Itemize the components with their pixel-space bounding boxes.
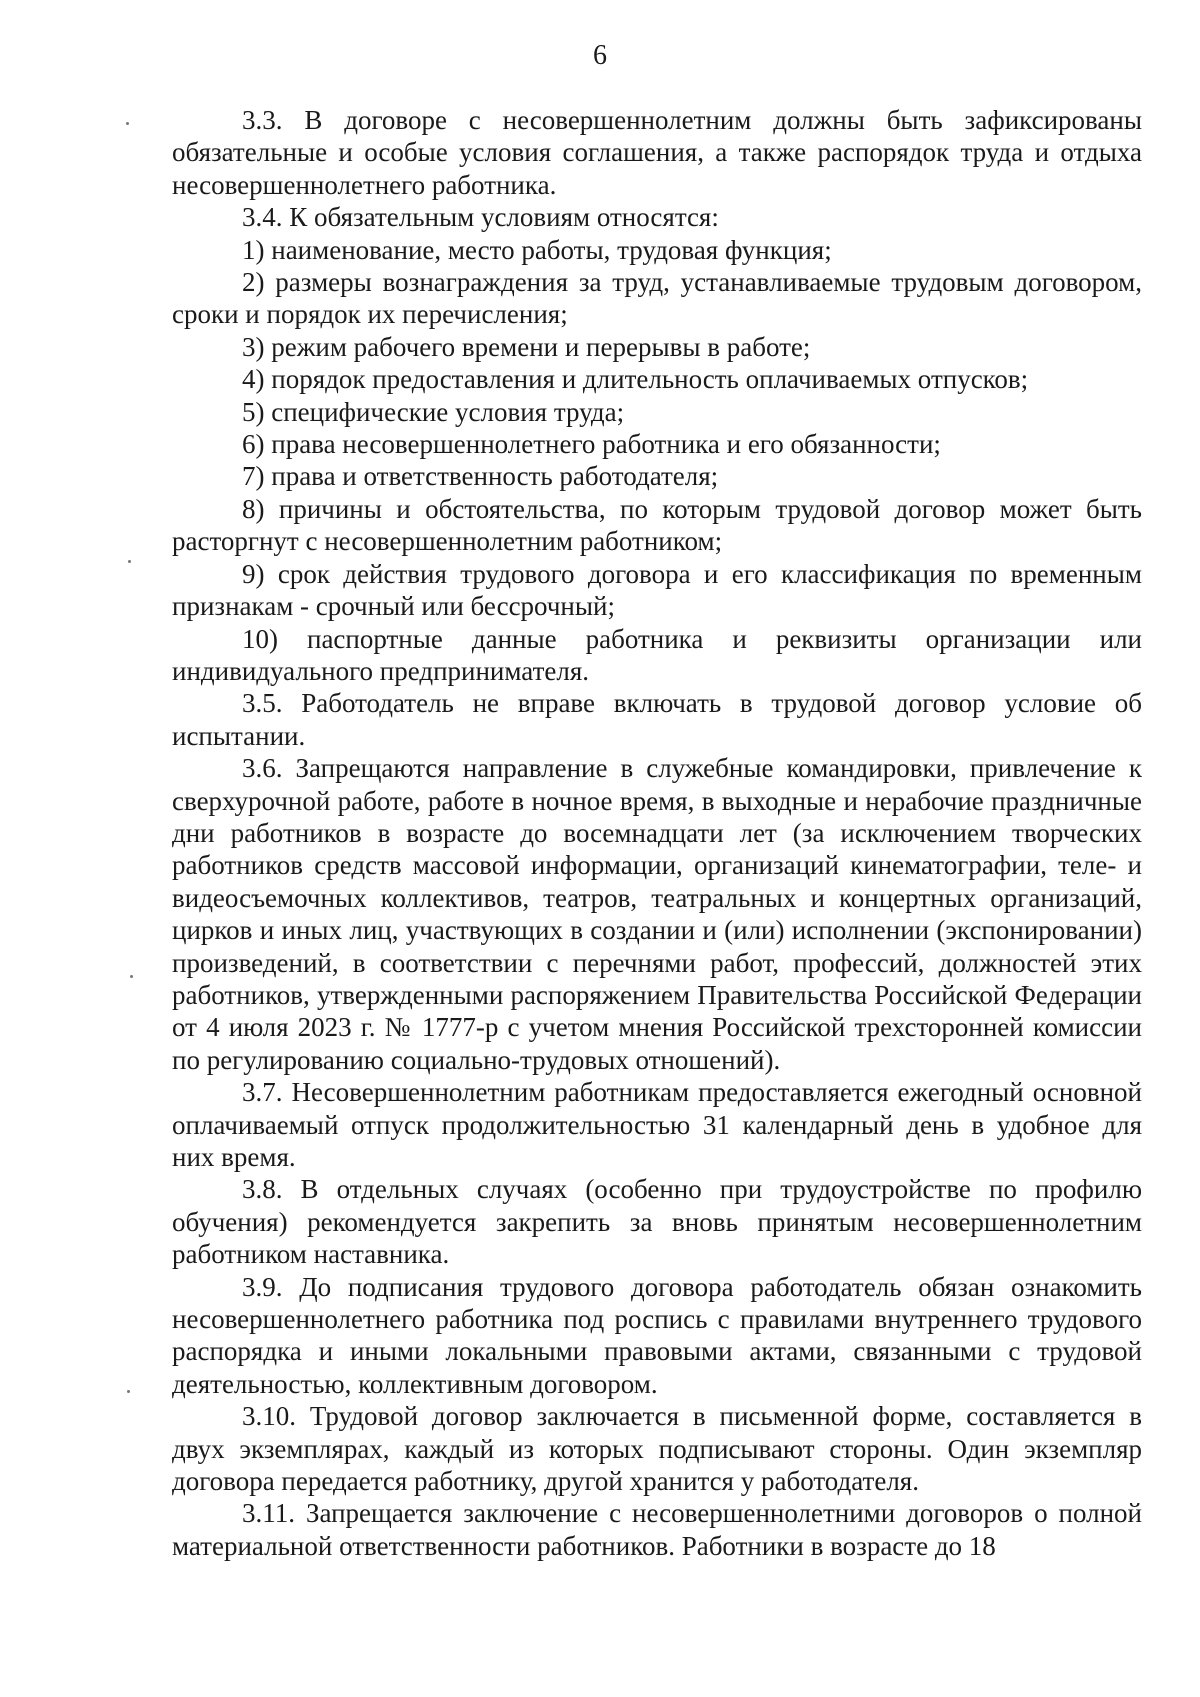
list-item-4: 4) порядок предоставления и длительность оплачиваемых отпусков; xyxy=(242,364,1029,395)
paragraph-3-7: 3.7. Несовершеннолетним работникам предоставляется ежегодный основной оплачиваемый отпуск продолжительностью 31 календарный день в удобное для них время. xyxy=(172,1077,1142,1172)
scan-speck xyxy=(126,122,129,125)
scan-speck xyxy=(130,975,133,978)
paragraph-3-5: 3.5. Работодатель не вправе включать в трудовой договор условие об испытании. xyxy=(172,688,1142,751)
list-item-2: 2) размеры вознаграждения за труд, устанавливаемые трудовым договором, сроки и порядок их перечисления; xyxy=(172,267,1142,330)
paragraph-3-6: 3.6. Запрещаются направление в служебные командировки, привлечение к сверхурочной работе, работе в ночное время, в выходные и нерабочие праздничные дни работников в возрасте до восемнадцати лет (за исключением творческих работников средств массовой информации, организаций кинематографии, теле- и видеосъемочных коллективов, театров, театральных и концертных организаций, цирков и иных лиц, участвующих в создании и (или) исполнении (экспонировании) произведений, в соответствии с перечнями работ, профессий, должностей этих работников, утвержденными распоряжением Правительства Российской Федерации от 4 июля 2023 г. № 1777-р с учетом мнения Российской трехсторонней комиссии по регулированию социально-трудовых отношений). xyxy=(172,753,1142,1075)
scan-speck xyxy=(127,1390,130,1393)
list-item-3: 3) режим рабочего времени и перерывы в работе; xyxy=(242,331,811,362)
paragraph-3-9: 3.9. До подписания трудового договора работодатель обязан ознакомить несовершеннолетнего работника под роспись с правилами внутреннего трудового распорядка и иными локальными правовыми актами, связанными с трудовой деятельностью, коллективным договором. xyxy=(172,1271,1142,1399)
paragraph-3-3: 3.3. В договоре с несовершеннолетним должны быть зафиксированы обязательные и особые условия соглашения, а также распорядок труда и отдыха несовершеннолетнего работника. xyxy=(172,105,1142,200)
paragraph-3-11: 3.11. Запрещается заключение с несовершеннолетними договоров о полной материальной ответственности работников. Работники в возрасте до 18 xyxy=(172,1498,1142,1561)
list-item-6: 6) права несовершеннолетнего работника и его обязанности; xyxy=(242,429,941,460)
list-item-9: 9) срок действия трудового договора и его классификация по временным признакам - срочный или бессрочный; xyxy=(172,558,1142,622)
paragraph-3-8: 3.8. В отдельных случаях (особенно при трудоустройстве по профилю обучения) рекомендуется закрепить за вновь принятым несовершеннолетним работником наставника. xyxy=(172,1174,1142,1270)
document-body xyxy=(172,104,1142,1562)
list-item-10: 10) паспортные данные работника и реквизиты организации или индивидуального предпринимателя. xyxy=(172,623,1142,686)
page-number: 6 xyxy=(593,40,607,71)
list-item-1: 1) наименование, место работы, трудовая функция; xyxy=(242,234,832,265)
paragraph-3-10: 3.10. Трудовой договор заключается в письменной форме, составляется в двух экземплярах, каждый из которых подписывают стороны. Один экземпляр договора передается работнику, другой хранится у работодателя. xyxy=(172,1401,1142,1497)
list-item-8: 8) причины и обстоятельства, по которым трудовой договор может быть расторгнут с несовершеннолетним работником; xyxy=(172,493,1142,557)
list-item-5: 5) специфические условия труда; xyxy=(242,396,625,427)
paragraph-3-4: 3.4. К обязательным условиям относятся: xyxy=(242,202,719,233)
list-item-7: 7) права и ответственность работодателя; xyxy=(242,461,719,492)
scan-speck xyxy=(128,560,131,563)
